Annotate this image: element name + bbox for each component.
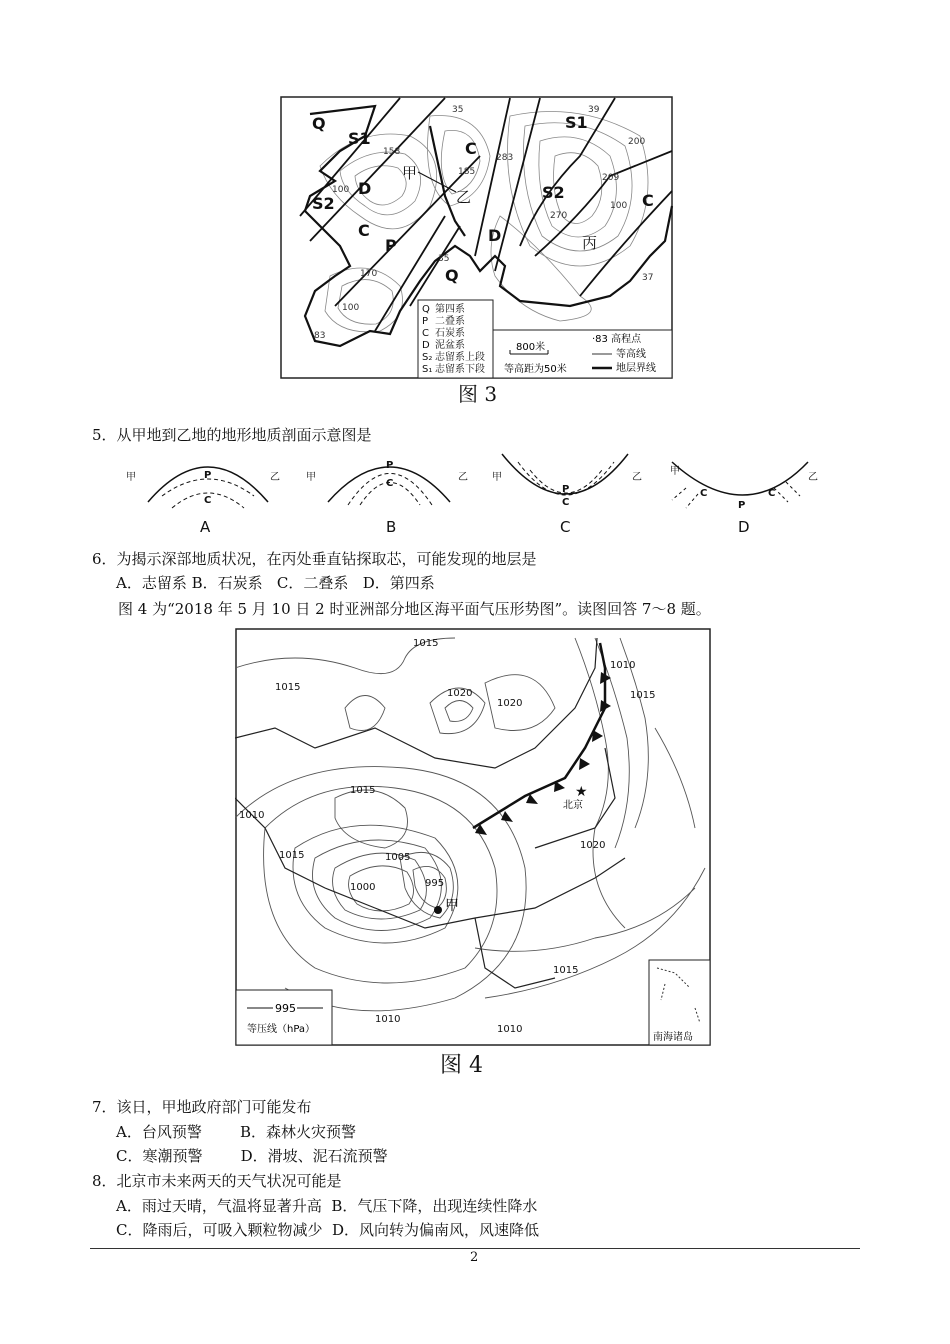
svg-text:志留系下段: 志留系下段: [435, 364, 485, 375]
svg-text:100: 100: [332, 185, 350, 195]
svg-text:乙: 乙: [458, 472, 468, 483]
question-7-options-row1: A．台风预警 B．森林火灾预警: [116, 1123, 357, 1141]
svg-text:P: P: [422, 316, 429, 327]
svg-text:等高距为50米: 等高距为50米: [504, 364, 567, 375]
svg-text:第四系: 第四系: [435, 304, 465, 315]
svg-text:C: C: [562, 497, 570, 508]
svg-text:185: 185: [458, 167, 476, 177]
svg-text:1015: 1015: [275, 682, 301, 693]
svg-text:1015: 1015: [413, 638, 439, 649]
svg-text:地层界线: 地层界线: [616, 363, 656, 374]
place-yi: 乙: [456, 188, 472, 206]
svg-text:995: 995: [275, 1002, 296, 1015]
question-8-options-row2: C．降雨后，可吸入颗粒物减少 D．风向转为偏南风，风速降低: [116, 1221, 540, 1239]
svg-text:等压线（hPa）: 等压线（hPa）: [247, 1024, 316, 1035]
svg-text:C: C: [700, 488, 708, 499]
svg-text:D: D: [422, 340, 430, 351]
svg-text:P: P: [738, 500, 746, 511]
svg-text:石炭系: 石炭系: [435, 328, 465, 339]
svg-text:100: 100: [342, 303, 360, 313]
figure-3-caption: 图 3: [458, 382, 498, 406]
option-C-label: C: [560, 518, 571, 536]
svg-text:Q: Q: [422, 304, 430, 315]
svg-text:1015: 1015: [630, 690, 656, 701]
stratum-label: D: [358, 179, 372, 198]
svg-text:1020: 1020: [447, 688, 473, 699]
figure-4-legend: [236, 990, 332, 1045]
svg-text:C: C: [386, 478, 394, 489]
stratum-label: S1: [348, 129, 371, 148]
stratum-label: C: [465, 139, 477, 158]
svg-text:995: 995: [425, 878, 445, 889]
svg-text:1005: 1005: [385, 852, 411, 863]
question-5: 5．从甲地到乙地的地形地质剖面示意图是: [92, 426, 372, 444]
svg-text:270: 270: [550, 211, 568, 221]
svg-text:283: 283: [496, 153, 514, 163]
question-7-options-row2: C．寒潮预警 D．滑坡、泥石流预警: [116, 1147, 388, 1165]
stratum-label: P: [385, 236, 397, 255]
svg-text:83: 83: [314, 331, 326, 341]
stratum-label: S2: [312, 194, 335, 213]
svg-text:1020: 1020: [497, 698, 523, 709]
figure-4-pressure-map: [235, 628, 711, 1046]
svg-text:·83 高程点: ·83 高程点: [592, 334, 642, 345]
figure-4-intro: 图 4 为“2018 年 5 月 10 日 2 时亚洲部分地区海平面气压形势图”。读图回答 7～8 题。: [118, 600, 711, 618]
svg-text:1010: 1010: [497, 1024, 523, 1035]
option-D-label: D: [738, 518, 750, 536]
question-6: 6．为揭示深部地质状况，在丙处垂直钻探取芯，可能发现的地层是: [92, 550, 537, 568]
option-A-label: A: [200, 518, 211, 536]
stratum-label: Q: [312, 114, 326, 133]
svg-text:等高线: 等高线: [616, 349, 646, 360]
svg-text:泥盆系: 泥盆系: [435, 340, 465, 351]
place-jia: 甲: [445, 898, 459, 914]
svg-text:乙: 乙: [632, 472, 642, 483]
svg-text:39: 39: [588, 105, 600, 115]
south-china-sea-inset: [649, 960, 710, 1045]
svg-text:甲: 甲: [126, 472, 136, 483]
figure-3-legend-strata: [418, 300, 493, 378]
svg-text:P: P: [562, 484, 570, 495]
svg-text:★: ★: [575, 784, 588, 800]
figure-3-map: [280, 96, 674, 380]
footer-divider: [90, 1248, 860, 1249]
place-beijing: 北京: [563, 800, 583, 811]
svg-text:800米: 800米: [516, 342, 546, 353]
stratum-label: C: [358, 221, 370, 240]
svg-text:170: 170: [360, 269, 378, 279]
stratum-label: S2: [542, 183, 565, 202]
place-jia: 甲: [402, 164, 418, 182]
page-number: 2: [470, 1250, 479, 1265]
stratum-label: S1: [565, 113, 588, 132]
q5-profile-options: [120, 450, 830, 538]
svg-text:200: 200: [628, 137, 646, 147]
svg-text:1010: 1010: [375, 1014, 401, 1025]
svg-text:1010: 1010: [610, 660, 636, 671]
question-6-options: A．志留系 B．石炭系 C．二叠系 D．第四系: [116, 574, 435, 592]
svg-text:100: 100: [610, 201, 628, 211]
svg-text:C: C: [422, 328, 429, 339]
svg-text:P: P: [204, 470, 212, 481]
figure-3-legend-symbols: [493, 330, 672, 378]
stratum-label: C: [642, 191, 654, 210]
svg-text:志留系上段: 志留系上段: [435, 352, 485, 363]
svg-text:209: 209: [602, 173, 620, 183]
svg-text:乙: 乙: [270, 472, 280, 483]
svg-text:C: C: [768, 488, 776, 499]
question-7: 7．该日，甲地政府部门可能发布: [92, 1098, 312, 1116]
svg-text:35: 35: [438, 254, 450, 264]
stratum-label: D: [488, 226, 502, 245]
svg-text:1015: 1015: [279, 850, 305, 861]
option-B-label: B: [386, 518, 397, 536]
question-8: 8．北京市未来两天的天气状况可能是: [92, 1172, 342, 1190]
svg-text:1015: 1015: [553, 965, 579, 976]
question-8-options-row1: A．雨过天晴，气温将显著升高 B．气压下降，出现连续性降水: [116, 1197, 538, 1215]
svg-text:1010: 1010: [239, 810, 265, 821]
svg-text:甲: 甲: [306, 472, 316, 483]
svg-text:南海诸岛: 南海诸岛: [653, 1032, 693, 1043]
svg-text:甲: 甲: [492, 472, 502, 483]
svg-text:二叠系: 二叠系: [435, 316, 465, 327]
svg-text:甲: 甲: [670, 466, 680, 477]
svg-text:37: 37: [642, 273, 654, 283]
figure-4-caption: 图 4: [440, 1053, 483, 1078]
svg-text:35: 35: [452, 105, 464, 115]
svg-text:1020: 1020: [580, 840, 606, 851]
stratum-label: Q: [445, 266, 459, 285]
svg-text:158: 158: [383, 147, 401, 157]
svg-text:S₁: S₁: [422, 364, 433, 375]
svg-text:乙: 乙: [808, 472, 818, 483]
svg-text:1000: 1000: [350, 882, 376, 893]
svg-text:C: C: [204, 495, 212, 506]
place-bing: 丙: [582, 234, 598, 252]
svg-text:1015: 1015: [350, 785, 376, 796]
svg-text:P: P: [386, 460, 394, 471]
svg-text:S₂: S₂: [422, 352, 433, 363]
